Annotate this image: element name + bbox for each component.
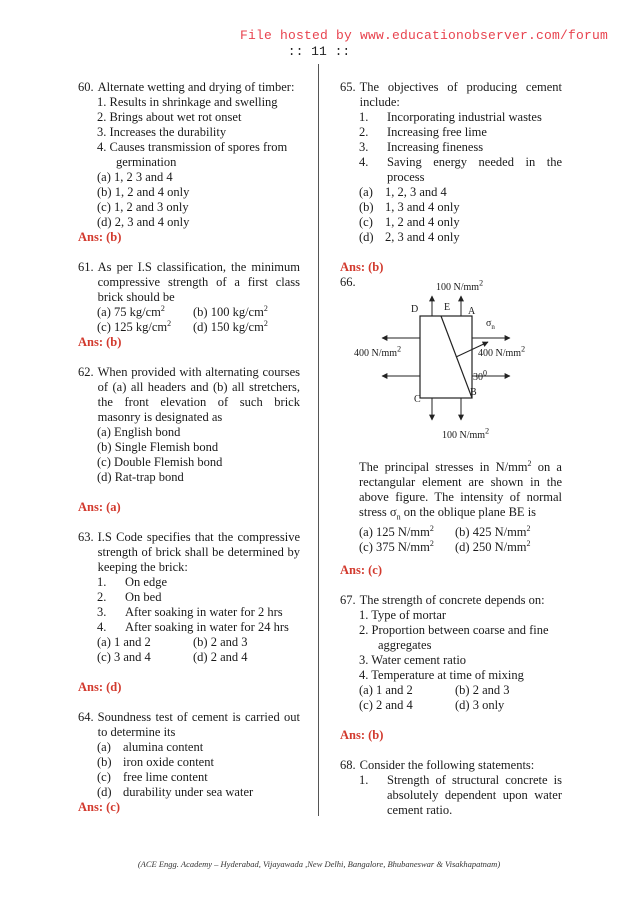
option: (c) Double Flemish bond	[97, 455, 223, 469]
statement: 4. Saving energy needed in the process	[359, 155, 562, 184]
answer: Ans: (b)	[78, 230, 122, 244]
option: (c) 375 $N/mm^2$	[359, 538, 434, 554]
label-b: B	[470, 387, 477, 398]
answer: Ans: (a)	[78, 500, 121, 514]
sigma-n-label: $\sigma_n$	[486, 318, 495, 331]
left-column	[78, 80, 300, 815]
question-text: The principal stresses in $N/mm^2$ on a rectangular element are shown in the above figure. The intensity of normal stress $\sigma_n$ on the oblique plane BE is	[359, 458, 562, 522]
statement: 4. After soaking in water for 24 hrs	[97, 620, 289, 634]
question-67: 67. The strength of concrete depends on: 1. Type of mortar 2. Proportion between coarse and fine aggregates 3. Water cement ratio 4. Temperature at time of mixing (a) 1 and 2 (b) 2 and 3 (c) 2 and 4 (d) 3 only Ans: (b)	[340, 593, 562, 743]
question-60: 60. Alternate wetting and drying of timber: 1. Results in shrinkage and swelling 2. Brings about wet rot onset 3. Increases the durability 4. Causes transmission of spores from germination (a) 1, 2 3 and 4 (b) 1, 2 and 4 only (c) 1, 2 and 3 only (d) 2, 3 and 4 only Ans: (b)	[78, 80, 300, 245]
answer: Ans: (c)	[340, 562, 383, 577]
label-d: D	[411, 304, 419, 315]
label-a: A	[468, 306, 476, 317]
option: (b) 1, 3 and 4 only	[359, 200, 460, 214]
answer: Ans: (c)	[78, 800, 121, 814]
option: (b) 2 and 3	[455, 682, 510, 697]
statement: 2. Brings about wet rot onset	[97, 110, 242, 124]
option: (a) 1 and 2	[97, 635, 151, 649]
option: (d) 250 $N/mm^2$	[455, 538, 531, 554]
statement: 3. After soaking in water for 2 hrs	[97, 605, 283, 619]
option: (b) 1, 2 and 4 only	[97, 185, 190, 199]
option: (c) 1, 2 and 4 only	[359, 215, 460, 229]
answer: Ans: (b)	[340, 727, 384, 742]
right-stress-label: 400 $N/mm^2$	[478, 344, 526, 359]
page-footer: (ACE Engg. Academy – Hyderabad, Vijayawada ,New Delhi, Bangalore, Bhubaneswar & Visakhapatnam)	[137, 859, 501, 869]
left-stress-label: 400 $N/mm^2$	[354, 344, 402, 359]
angle-label: $30^0$	[473, 368, 487, 383]
label-e: E	[444, 302, 451, 313]
answer: Ans: (d)	[78, 680, 122, 694]
question-65: 65. The objectives of producing cement include: 1. Incorporating industrial wastes 2. Increasing free lime 3. Increasing fineness 4. Saving energy needed in the process (a) 1, 2, 3 and 4 (b) 1, 3 and 4 only (c) 1, 2 and 4 only (d) 2, 3 and 4 only	[340, 80, 562, 244]
statement: 1. Type of mortar	[359, 607, 447, 622]
option: (b) iron oxide content	[97, 755, 214, 769]
statement: 1. Incorporating industrial wastes	[359, 110, 542, 124]
right-column	[340, 80, 562, 818]
statement: 4. Causes transmission of spores from	[97, 140, 288, 154]
option: (b) 425 $N/mm^2$	[455, 523, 531, 539]
column-divider	[318, 64, 319, 816]
option: (d) Rat-trap bond	[97, 470, 184, 484]
option: (a) English bond	[97, 425, 181, 439]
label-c: C	[414, 394, 421, 405]
question-61: 61. As per I.S classification, the minimum compressive strength of a first class brick should be (a) 75 $kg/cm^2$ (b) 100 $kg/cm^2$ (c) 125 $kg/cm^2$ (d) 150 $kg/cm^2$ Ans: (b)	[78, 260, 300, 349]
statement: 1. Strength of structural concrete is absolutely dependent upon water cement ratio.	[359, 772, 562, 817]
question-66	[340, 275, 562, 555]
statement: germination	[116, 155, 177, 169]
question-64: 64. Soundness test of cement is carried out to determine its (a) alumina content (b) iron oxide content (c) free lime content (d) durability under sea water Ans: (c)	[78, 710, 300, 814]
option: (a) 1, 2, 3 and 4	[359, 185, 447, 199]
option: (d) 3 only	[455, 697, 505, 712]
bottom-stress-label: 100 $N/mm^2$	[442, 426, 490, 441]
statement: 3. Increasing fineness	[359, 140, 484, 154]
page-number: :: 11 ::	[287, 44, 351, 59]
option: (c) 3 and 4	[97, 650, 151, 664]
option: (c) 1, 2 and 3 only	[97, 200, 189, 214]
option: (a) 75 $kg/cm^2$	[97, 303, 165, 319]
option: (d) 150 $kg/cm^2$	[193, 318, 268, 334]
answer: Ans: (b)	[340, 260, 384, 274]
option: (c) 2 and 4	[359, 697, 413, 712]
statement: 2. On bed	[97, 590, 162, 604]
stress-diagram	[340, 290, 562, 450]
option: (d) 2, 3 and 4 only	[97, 215, 190, 229]
option: (d) 2, 3 and 4 only	[359, 230, 460, 244]
option: (d) durability under sea water	[97, 785, 254, 799]
statement: 2. Proportion between coarse and fine	[359, 622, 549, 637]
statement: 1. On edge	[97, 575, 167, 589]
question-68: 68. Consider the following statements: 1. Strength of structural concrete is absolutely dependent upon water cement ratio.	[340, 757, 562, 817]
statement: 1. Results in shrinkage and swelling	[97, 95, 278, 109]
option: (a) alumina content	[97, 740, 204, 754]
option: (a) 125 $N/mm^2$	[359, 523, 434, 539]
option: (b) 100 $kg/cm^2$	[193, 303, 268, 319]
option: (c) 125 $kg/cm^2$	[97, 318, 172, 334]
option: (d) 2 and 4	[193, 650, 248, 664]
question-number: 66.	[340, 275, 356, 289]
hosted-banner: File hosted by www.educationobserver.com/forum	[239, 28, 608, 43]
statement: 2. Increasing free lime	[359, 125, 487, 139]
option: (a) 1 and 2	[359, 682, 413, 697]
statement: 3. Increases the durability	[97, 125, 227, 139]
question-63: 63. I.S Code specifies that the compressive strength of brick shall be determined by keeping the brick: 1. On edge 2. On bed 3. After soaking in water for 2 hrs 4. After soaking in water for 24 hrs (a) 1 and 2 (b) 2 and 3 (c) 3 and 4 (d) 2 and 4 Ans: (d)	[78, 530, 300, 694]
statement: aggregates	[378, 637, 432, 652]
top-stress-label: 100 $N/mm^2$	[436, 278, 484, 293]
answer: Ans: (b)	[78, 335, 122, 349]
option: (a) 1, 2 3 and 4	[97, 170, 173, 184]
statement: 3. Water cement ratio	[359, 652, 467, 667]
option: (c) free lime content	[97, 770, 208, 784]
option: (b) Single Flemish bond	[97, 440, 219, 454]
question-62: 62. When provided with alternating courses of (a) all headers and (b) all stretchers, the front elevation of such brick masonry is designated as (a) English bond (b) Single Flemish bond (c) Double Flemish bond (d) Rat-trap bond Ans: (a)	[78, 365, 300, 514]
option: (b) 2 and 3	[193, 635, 248, 649]
statement: 4. Temperature at time of mixing	[359, 667, 524, 682]
